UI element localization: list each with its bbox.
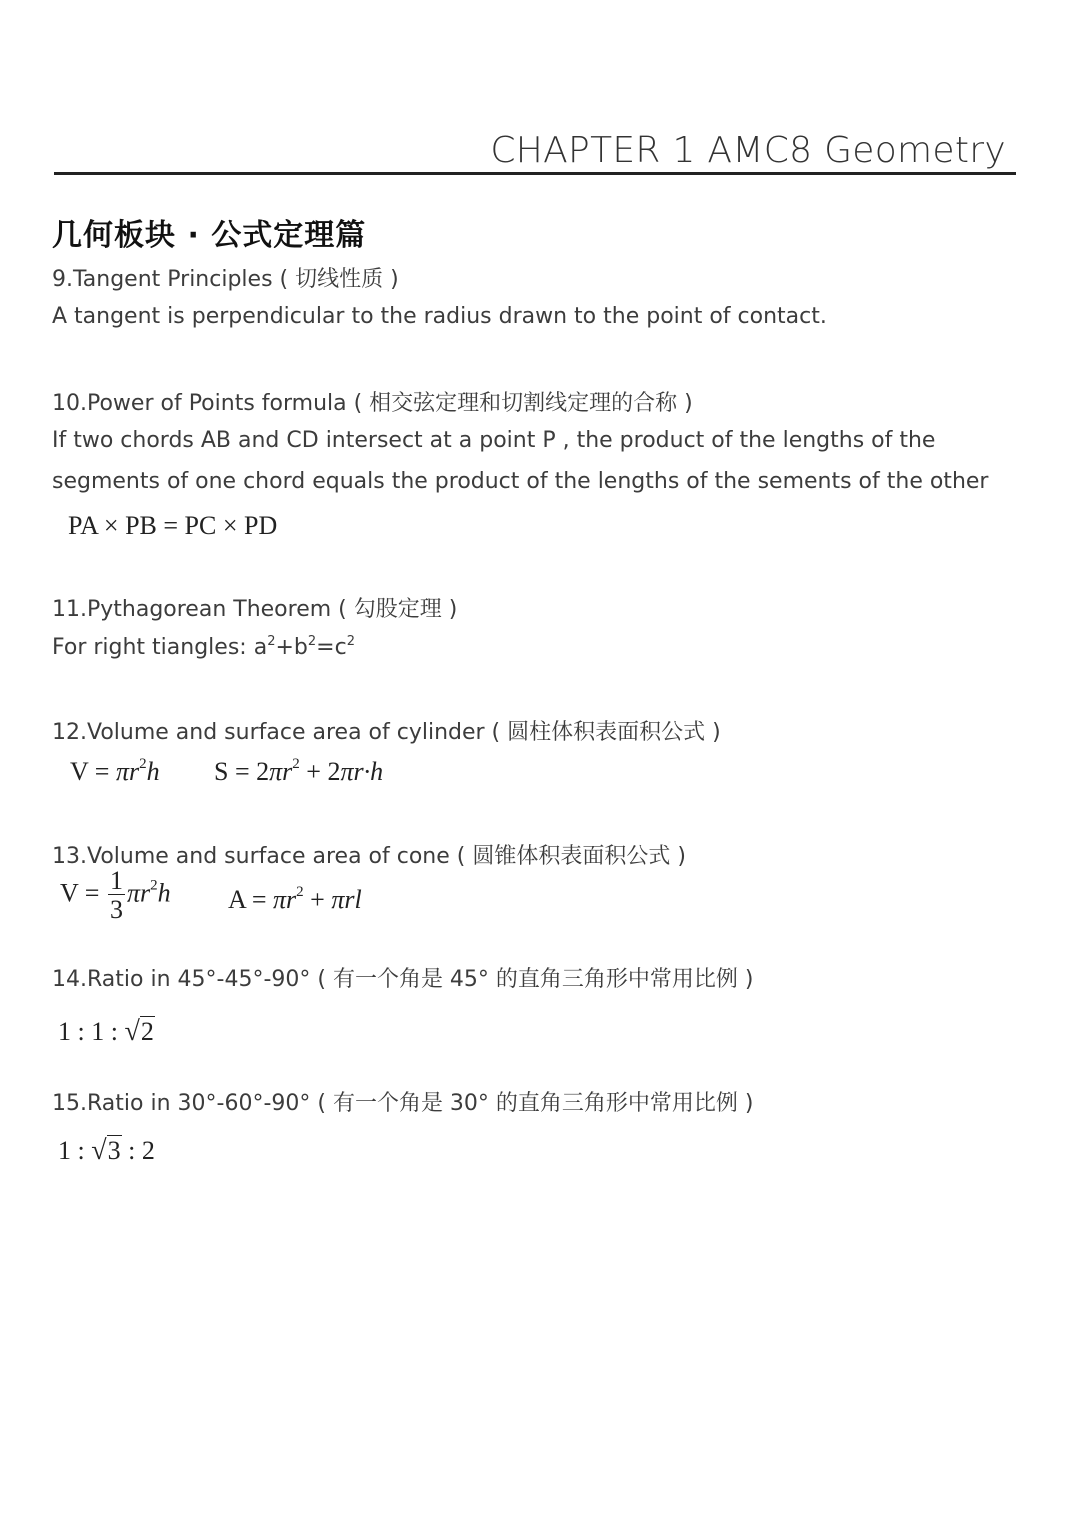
cylinder-v-exponent: 2 bbox=[139, 756, 147, 772]
cylinder-s-label: S = 2 bbox=[214, 757, 270, 786]
pythagorean-formula bbox=[52, 634, 355, 660]
header-rule bbox=[54, 172, 1016, 175]
pythagorean-plus-b: +b bbox=[275, 635, 308, 660]
exponent-b: 2 bbox=[307, 634, 317, 649]
cylinder-v-label: V = bbox=[70, 757, 116, 786]
radical-sign-icon: √ bbox=[124, 1016, 140, 1047]
cone-volume-formula bbox=[60, 868, 171, 923]
cylinder-h: h bbox=[146, 757, 160, 786]
cone-a-label: A = bbox=[228, 885, 274, 914]
ratio-30-prefix: 1 : bbox=[58, 1136, 92, 1165]
cone-surface-formula bbox=[228, 884, 362, 915]
power-of-point-formula: PA × PB = PC × PD bbox=[68, 511, 278, 540]
cylinder-s-plus: + 2 bbox=[299, 757, 341, 786]
cone-v-label: V = bbox=[60, 878, 106, 908]
exponent-c: 2 bbox=[346, 634, 355, 649]
one-third-fraction bbox=[108, 868, 125, 923]
item-9-heading: 9.Tangent Principles ( 切线性质 ) bbox=[52, 267, 399, 292]
item-13-heading: 13.Volume and surface area of cone ( 圆锥体积表面积公式 ) bbox=[52, 844, 686, 869]
item-10-text-line-2: segments of one chord equals the product of the lengths of the sements of the other bbox=[52, 469, 989, 494]
chapter-title: CHAPTER 1 AMC8 Geometry bbox=[490, 130, 1006, 171]
radical-sign-icon: √ bbox=[91, 1135, 107, 1166]
ratio-30-suffix: : 2 bbox=[121, 1136, 155, 1165]
pythagorean-prefix: For right tiangles: a bbox=[52, 635, 268, 660]
cone-v-exponent: 2 bbox=[150, 877, 158, 894]
fraction-denominator: 3 bbox=[109, 895, 123, 924]
radicand-3: 3 bbox=[107, 1136, 121, 1165]
item-14-heading: 14.Ratio in 45°-45°-90° ( 有一个角是 45° 的直角三角形中常用比例 ) bbox=[52, 967, 754, 992]
cone-h: h bbox=[157, 878, 171, 908]
radicand-2: 2 bbox=[140, 1017, 154, 1046]
cylinder-volume-formula bbox=[70, 756, 160, 787]
sqrt-3 bbox=[91, 1136, 121, 1165]
item-11-heading: 11.Pythagorean Theorem ( 勾股定理 ) bbox=[52, 597, 458, 622]
ratio-45-prefix: 1 : 1 : bbox=[58, 1017, 125, 1046]
item-10-heading: 10.Power of Points formula ( 相交弦定理和切割线定理的合称 ) bbox=[52, 391, 693, 416]
ratio-30-formula bbox=[58, 1135, 155, 1167]
sqrt-2 bbox=[124, 1017, 154, 1046]
ratio-45-formula bbox=[58, 1016, 155, 1048]
cylinder-surface-formula bbox=[214, 756, 383, 787]
cone-a-exponent: 2 bbox=[296, 884, 304, 900]
item-15-heading: 15.Ratio in 30°-60°-90° ( 有一个角是 30° 的直角三角形中常用比例 ) bbox=[52, 1091, 754, 1116]
cone-a-plus: + bbox=[303, 885, 332, 914]
exponent-a: 2 bbox=[267, 634, 276, 649]
cylinder-s-pi-r: πr bbox=[269, 757, 293, 786]
item-12-heading: 12.Volume and surface area of cylinder ( 圆柱体积表面积公式 ) bbox=[52, 720, 721, 745]
cone-pi-r: πr bbox=[126, 878, 151, 908]
item-10-text-line-1: If two chords AB and CD intersect at a point P , the product of the lengths of the bbox=[52, 428, 936, 453]
pythagorean-equals-c: =c bbox=[316, 635, 347, 660]
cylinder-s-exponent: 2 bbox=[292, 756, 300, 772]
cylinder-s-rh: πr·h bbox=[340, 757, 384, 786]
cylinder-pi-r: πr bbox=[115, 757, 140, 786]
cone-a-pi-r-l: πrl bbox=[331, 885, 362, 914]
fraction-numerator: 1 bbox=[109, 866, 123, 895]
item-9-text: A tangent is perpendicular to the radius drawn to the point of contact. bbox=[52, 304, 827, 329]
section-title: 几何板块 · 公式定理篇 bbox=[52, 218, 367, 253]
cone-a-pi-r: πr bbox=[273, 885, 297, 914]
